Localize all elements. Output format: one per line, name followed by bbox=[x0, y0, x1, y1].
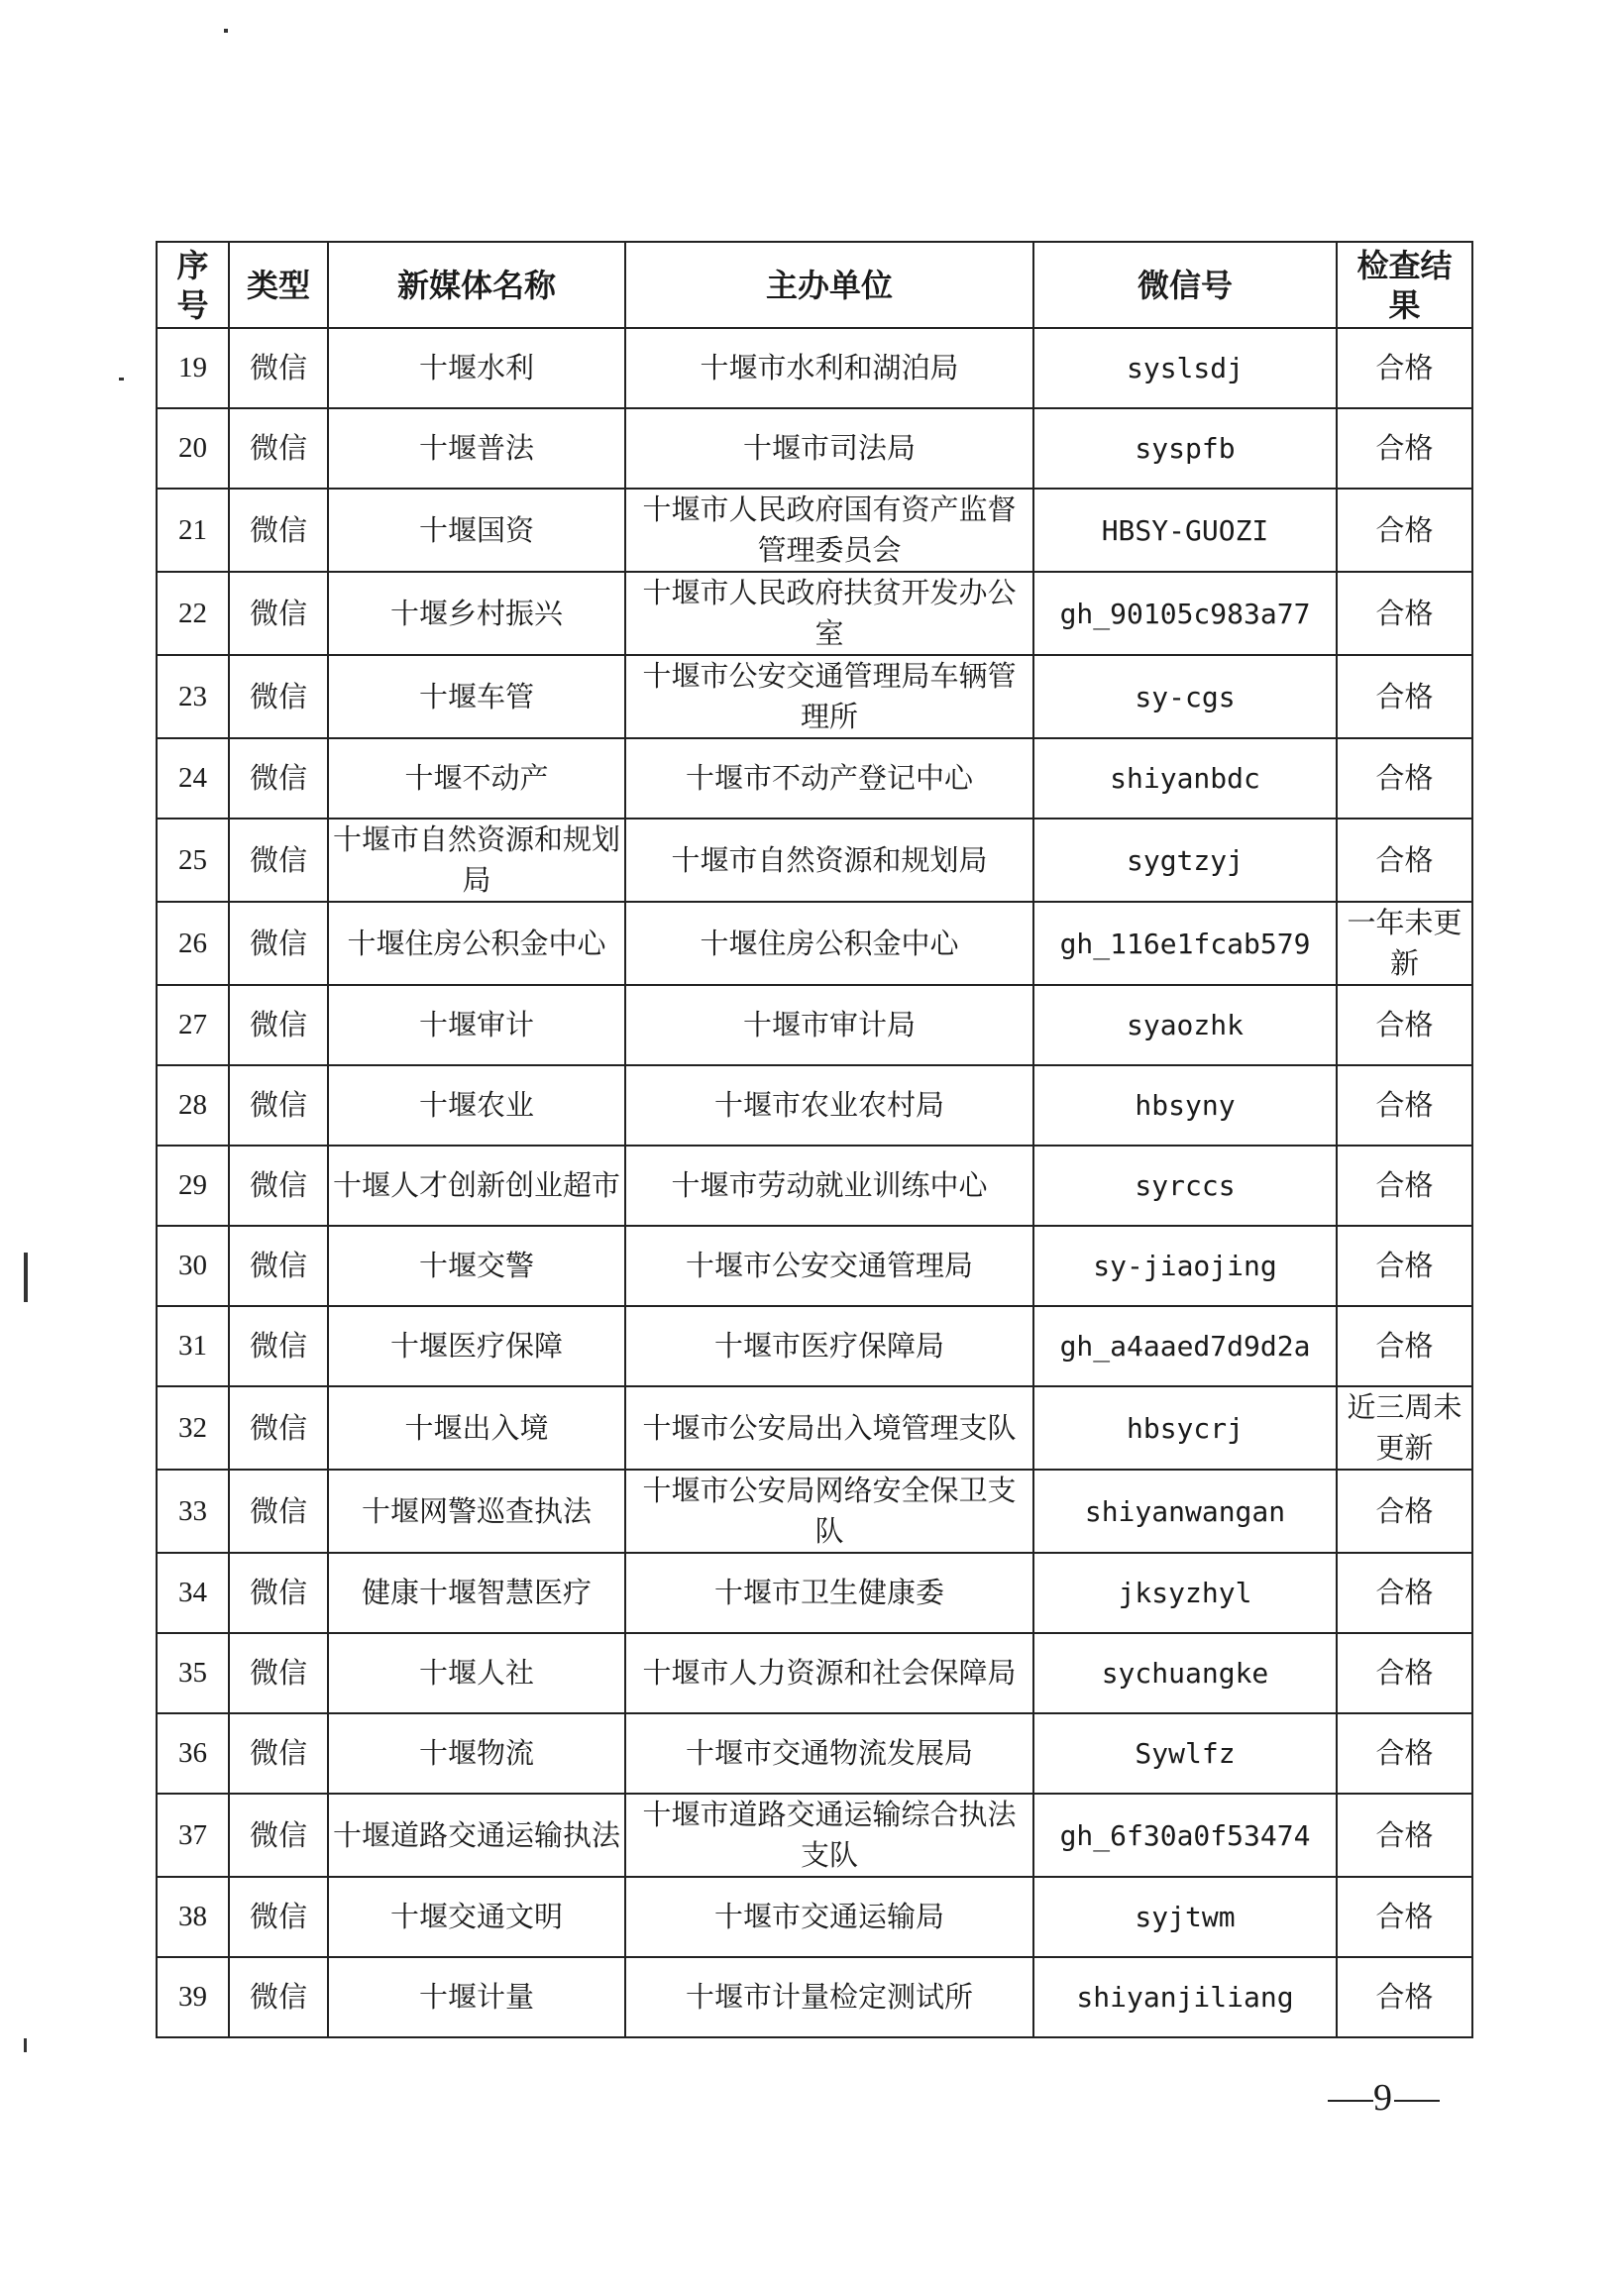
table-row bbox=[157, 655, 1472, 738]
cell-organizer: 十堰市人民政府扶贫开发办公室 bbox=[625, 572, 1033, 655]
cell-type: 微信 bbox=[229, 1553, 328, 1633]
cell-seq: 28 bbox=[157, 1065, 229, 1146]
cell-type: 微信 bbox=[229, 328, 328, 408]
cell-type: 微信 bbox=[229, 1877, 328, 1957]
cell-type: 微信 bbox=[229, 1226, 328, 1306]
cell-organizer: 十堰市交通物流发展局 bbox=[625, 1713, 1033, 1794]
cell-result: 合格 bbox=[1337, 572, 1472, 655]
cell-media-name: 十堰网警巡查执法 bbox=[328, 1470, 625, 1553]
cell-type: 微信 bbox=[229, 408, 328, 489]
cell-wechat-id: shiyanwangan bbox=[1033, 1470, 1337, 1553]
cell-type: 微信 bbox=[229, 489, 328, 572]
table-row bbox=[157, 1065, 1472, 1146]
table-row bbox=[157, 1794, 1472, 1877]
cell-type: 微信 bbox=[229, 1065, 328, 1146]
cell-organizer: 十堰市劳动就业训练中心 bbox=[625, 1146, 1033, 1226]
cell-result: 合格 bbox=[1337, 1553, 1472, 1633]
cell-result: 合格 bbox=[1337, 1226, 1472, 1306]
table-row bbox=[157, 1470, 1472, 1553]
inspection-table bbox=[156, 241, 1473, 2038]
cell-media-name: 十堰道路交通运输执法 bbox=[328, 1794, 625, 1877]
cell-organizer: 十堰市公安交通管理局 bbox=[625, 1226, 1033, 1306]
table-row bbox=[157, 738, 1472, 819]
cell-organizer: 十堰市水利和湖泊局 bbox=[625, 328, 1033, 408]
cell-organizer: 十堰市自然资源和规划局 bbox=[625, 819, 1033, 902]
cell-wechat-id: jksyzhyl bbox=[1033, 1553, 1337, 1633]
cell-wechat-id: syaozhk bbox=[1033, 985, 1337, 1065]
cell-wechat-id: gh_116e1fcab579 bbox=[1033, 902, 1337, 985]
cell-organizer: 十堰市人力资源和社会保障局 bbox=[625, 1633, 1033, 1713]
header-wechat-id: 微信号 bbox=[1033, 242, 1337, 328]
table-row bbox=[157, 1553, 1472, 1633]
cell-type: 微信 bbox=[229, 1713, 328, 1794]
cell-media-name: 十堰审计 bbox=[328, 985, 625, 1065]
cell-result: 合格 bbox=[1337, 1794, 1472, 1877]
cell-seq: 22 bbox=[157, 572, 229, 655]
cell-wechat-id: shiyanbdc bbox=[1033, 738, 1337, 819]
cell-seq: 24 bbox=[157, 738, 229, 819]
cell-seq: 29 bbox=[157, 1146, 229, 1226]
cell-type: 微信 bbox=[229, 985, 328, 1065]
scan-mark bbox=[24, 1253, 28, 1302]
cell-seq: 26 bbox=[157, 902, 229, 985]
cell-wechat-id: gh_a4aaed7d9d2a bbox=[1033, 1306, 1337, 1386]
cell-media-name: 十堰医疗保障 bbox=[328, 1306, 625, 1386]
cell-result: 合格 bbox=[1337, 819, 1472, 902]
table-row bbox=[157, 985, 1472, 1065]
cell-organizer: 十堰市司法局 bbox=[625, 408, 1033, 489]
table-row bbox=[157, 328, 1472, 408]
cell-wechat-id: hbsycrj bbox=[1033, 1386, 1337, 1470]
cell-result: 合格 bbox=[1337, 328, 1472, 408]
table-row bbox=[157, 1957, 1472, 2037]
cell-organizer: 十堰市道路交通运输综合执法支队 bbox=[625, 1794, 1033, 1877]
cell-type: 微信 bbox=[229, 1306, 328, 1386]
cell-media-name: 十堰农业 bbox=[328, 1065, 625, 1146]
cell-organizer: 十堰市计量检定测试所 bbox=[625, 1957, 1033, 2037]
scan-mark bbox=[119, 378, 124, 381]
header-result: 检查结果 bbox=[1337, 242, 1472, 328]
cell-seq: 31 bbox=[157, 1306, 229, 1386]
cell-media-name: 十堰人社 bbox=[328, 1633, 625, 1713]
cell-media-name: 十堰不动产 bbox=[328, 738, 625, 819]
table-row bbox=[157, 1713, 1472, 1794]
cell-media-name: 十堰人才创新创业超市 bbox=[328, 1146, 625, 1226]
table-row bbox=[157, 489, 1472, 572]
cell-seq: 33 bbox=[157, 1470, 229, 1553]
table-header-row bbox=[157, 242, 1472, 328]
cell-result: 合格 bbox=[1337, 1470, 1472, 1553]
cell-organizer: 十堰市公安局出入境管理支队 bbox=[625, 1386, 1033, 1470]
cell-result: 近三周未更新 bbox=[1337, 1386, 1472, 1470]
cell-seq: 36 bbox=[157, 1713, 229, 1794]
cell-seq: 27 bbox=[157, 985, 229, 1065]
cell-type: 微信 bbox=[229, 1146, 328, 1226]
cell-media-name: 健康十堰智慧医疗 bbox=[328, 1553, 625, 1633]
cell-media-name: 十堰市自然资源和规划局 bbox=[328, 819, 625, 902]
cell-result: 合格 bbox=[1337, 985, 1472, 1065]
cell-seq: 39 bbox=[157, 1957, 229, 2037]
cell-wechat-id: syslsdj bbox=[1033, 328, 1337, 408]
cell-wechat-id: syjtwm bbox=[1033, 1877, 1337, 1957]
dash-right bbox=[1394, 2100, 1440, 2102]
cell-organizer: 十堰市公安局网络安全保卫支队 bbox=[625, 1470, 1033, 1553]
cell-result: 合格 bbox=[1337, 1957, 1472, 2037]
cell-media-name: 十堰车管 bbox=[328, 655, 625, 738]
cell-type: 微信 bbox=[229, 902, 328, 985]
cell-seq: 38 bbox=[157, 1877, 229, 1957]
cell-media-name: 十堰交通文明 bbox=[328, 1877, 625, 1957]
cell-media-name: 十堰乡村振兴 bbox=[328, 572, 625, 655]
page-number bbox=[1328, 2076, 1440, 2120]
cell-type: 微信 bbox=[229, 1470, 328, 1553]
cell-result: 合格 bbox=[1337, 1065, 1472, 1146]
cell-result: 合格 bbox=[1337, 1306, 1472, 1386]
cell-organizer: 十堰住房公积金中心 bbox=[625, 902, 1033, 985]
cell-wechat-id: HBSY-GUOZI bbox=[1033, 489, 1337, 572]
cell-wechat-id: sy-jiaojing bbox=[1033, 1226, 1337, 1306]
table-row bbox=[157, 1877, 1472, 1957]
cell-result: 合格 bbox=[1337, 489, 1472, 572]
cell-type: 微信 bbox=[229, 1633, 328, 1713]
cell-organizer: 十堰市卫生健康委 bbox=[625, 1553, 1033, 1633]
cell-result: 合格 bbox=[1337, 1146, 1472, 1226]
cell-type: 微信 bbox=[229, 1794, 328, 1877]
cell-seq: 23 bbox=[157, 655, 229, 738]
cell-result: 一年未更新 bbox=[1337, 902, 1472, 985]
cell-result: 合格 bbox=[1337, 1713, 1472, 1794]
cell-result: 合格 bbox=[1337, 408, 1472, 489]
table-row bbox=[157, 1633, 1472, 1713]
cell-result: 合格 bbox=[1337, 1633, 1472, 1713]
cell-seq: 35 bbox=[157, 1633, 229, 1713]
cell-result: 合格 bbox=[1337, 738, 1472, 819]
cell-organizer: 十堰市公安交通管理局车辆管理所 bbox=[625, 655, 1033, 738]
cell-organizer: 十堰市交通运输局 bbox=[625, 1877, 1033, 1957]
cell-wechat-id: hbsyny bbox=[1033, 1065, 1337, 1146]
scan-mark bbox=[24, 2038, 27, 2052]
table-row bbox=[157, 1386, 1472, 1470]
cell-seq: 34 bbox=[157, 1553, 229, 1633]
cell-seq: 32 bbox=[157, 1386, 229, 1470]
cell-organizer: 十堰市农业农村局 bbox=[625, 1065, 1033, 1146]
cell-wechat-id: syspfb bbox=[1033, 408, 1337, 489]
scan-mark bbox=[224, 29, 228, 33]
cell-organizer: 十堰市医疗保障局 bbox=[625, 1306, 1033, 1386]
cell-media-name: 十堰水利 bbox=[328, 328, 625, 408]
cell-organizer: 十堰市人民政府国有资产监督管理委员会 bbox=[625, 489, 1033, 572]
header-seq: 序号 bbox=[157, 242, 229, 328]
cell-seq: 19 bbox=[157, 328, 229, 408]
cell-wechat-id: sychuangke bbox=[1033, 1633, 1337, 1713]
header-organizer: 主办单位 bbox=[625, 242, 1033, 328]
header-type: 类型 bbox=[229, 242, 328, 328]
cell-media-name: 十堰物流 bbox=[328, 1713, 625, 1794]
cell-seq: 21 bbox=[157, 489, 229, 572]
cell-wechat-id: shiyanjiliang bbox=[1033, 1957, 1337, 2037]
dash-left bbox=[1328, 2100, 1373, 2102]
cell-organizer: 十堰市不动产登记中心 bbox=[625, 738, 1033, 819]
table-row bbox=[157, 1226, 1472, 1306]
cell-wechat-id: sy-cgs bbox=[1033, 655, 1337, 738]
cell-media-name: 十堰普法 bbox=[328, 408, 625, 489]
cell-type: 微信 bbox=[229, 572, 328, 655]
table-row bbox=[157, 408, 1472, 489]
cell-media-name: 十堰出入境 bbox=[328, 1386, 625, 1470]
cell-organizer: 十堰市审计局 bbox=[625, 985, 1033, 1065]
cell-result: 合格 bbox=[1337, 1877, 1472, 1957]
cell-type: 微信 bbox=[229, 819, 328, 902]
cell-type: 微信 bbox=[229, 655, 328, 738]
cell-media-name: 十堰住房公积金中心 bbox=[328, 902, 625, 985]
table-row bbox=[157, 902, 1472, 985]
cell-seq: 37 bbox=[157, 1794, 229, 1877]
page-number-value: 9 bbox=[1373, 2077, 1394, 2119]
cell-type: 微信 bbox=[229, 1957, 328, 2037]
cell-media-name: 十堰国资 bbox=[328, 489, 625, 572]
table-row bbox=[157, 1306, 1472, 1386]
table-row bbox=[157, 819, 1472, 902]
cell-type: 微信 bbox=[229, 1386, 328, 1470]
cell-media-name: 十堰交警 bbox=[328, 1226, 625, 1306]
table-row bbox=[157, 572, 1472, 655]
cell-result: 合格 bbox=[1337, 655, 1472, 738]
cell-media-name: 十堰计量 bbox=[328, 1957, 625, 2037]
header-media-name: 新媒体名称 bbox=[328, 242, 625, 328]
cell-seq: 20 bbox=[157, 408, 229, 489]
cell-seq: 30 bbox=[157, 1226, 229, 1306]
cell-wechat-id: sygtzyj bbox=[1033, 819, 1337, 902]
table-row bbox=[157, 1146, 1472, 1226]
cell-wechat-id: syrccs bbox=[1033, 1146, 1337, 1226]
cell-seq: 25 bbox=[157, 819, 229, 902]
cell-wechat-id: Sywlfz bbox=[1033, 1713, 1337, 1794]
cell-wechat-id: gh_6f30a0f53474 bbox=[1033, 1794, 1337, 1877]
cell-type: 微信 bbox=[229, 738, 328, 819]
cell-wechat-id: gh_90105c983a77 bbox=[1033, 572, 1337, 655]
